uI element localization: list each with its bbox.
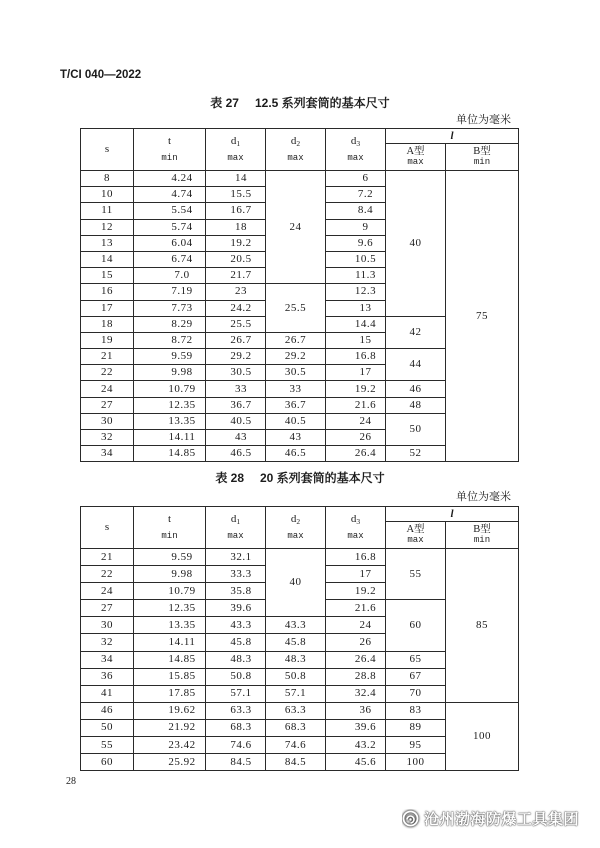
- cell-a: 55: [386, 549, 446, 600]
- header-subscript: 2: [296, 516, 301, 526]
- cell-d3: 45.6: [326, 754, 386, 771]
- cell-t: 23.42: [134, 737, 206, 754]
- header-symbol: d: [290, 134, 297, 147]
- table-header: [81, 129, 519, 171]
- cell-a: 46: [386, 381, 446, 397]
- cell-d2: 43: [266, 430, 326, 446]
- cell-d2: 24: [266, 171, 326, 284]
- cell-d3: 17: [326, 365, 386, 381]
- header-subscript: 3: [356, 516, 361, 526]
- header-t: [134, 507, 206, 549]
- cell-t: 14.11: [134, 634, 206, 651]
- cell-d3: 8.4: [326, 203, 386, 219]
- cell-t: 14.85: [134, 651, 206, 668]
- cell-t: 10.79: [134, 381, 206, 397]
- header-qualifier: max: [347, 530, 364, 541]
- cell-t: 12.35: [134, 600, 206, 617]
- cell-d1: 39.6: [206, 600, 266, 617]
- cell-t: 6.04: [134, 235, 206, 251]
- cell-d1: 20.5: [206, 251, 266, 267]
- cell-a: 70: [386, 685, 446, 702]
- cell-s: 13: [81, 235, 134, 251]
- cell-s: 41: [81, 685, 134, 702]
- cell-d1: 36.7: [206, 397, 266, 413]
- header-qualifier: max: [227, 152, 244, 163]
- cell-s: 32: [81, 430, 134, 446]
- cell-d1: 43.3: [206, 617, 266, 634]
- cell-s: 30: [81, 413, 134, 429]
- cell-d3: 32.4: [326, 685, 386, 702]
- header-a: [386, 522, 446, 549]
- cell-d1: 32.1: [206, 549, 266, 566]
- cell-d3: 9: [326, 219, 386, 235]
- cell-d3: 24: [326, 413, 386, 429]
- cell-s: 22: [81, 365, 134, 381]
- cell-s: 18: [81, 316, 134, 332]
- header-type-label: B型: [473, 145, 491, 157]
- cell-d3: 26: [326, 430, 386, 446]
- cell-t: 12.35: [134, 397, 206, 413]
- cell-d2: 48.3: [266, 651, 326, 668]
- cell-d1: 45.8: [206, 634, 266, 651]
- cell-d2: 40.5: [266, 413, 326, 429]
- cell-d1: 21.7: [206, 268, 266, 284]
- cell-s: 27: [81, 397, 134, 413]
- header-subscript: 1: [236, 516, 241, 526]
- standard-code: T/CI 040—2022: [60, 69, 142, 81]
- wechat-official-account-icon: [402, 810, 419, 827]
- header-t: [134, 129, 206, 171]
- cell-s: 11: [81, 203, 134, 219]
- header-d2: [266, 507, 326, 549]
- cell-d1: 19.2: [206, 235, 266, 251]
- cell-t: 13.35: [134, 617, 206, 634]
- header-symbol: d: [350, 134, 357, 147]
- page-number: 28: [66, 776, 76, 787]
- header-s: [81, 129, 134, 171]
- header-qualifier: min: [161, 530, 178, 541]
- header-symbol: s: [104, 521, 110, 533]
- table-27-title: [0, 96, 600, 110]
- header-d2: [266, 129, 326, 171]
- cell-t: 5.74: [134, 219, 206, 235]
- header-qualifier: max: [347, 152, 364, 163]
- header-subscript: 1: [236, 138, 241, 148]
- header-qualifier: min: [473, 535, 491, 545]
- cell-d1: 68.3: [206, 719, 266, 736]
- cell-d3: 36: [326, 702, 386, 719]
- cell-d3: 16.8: [326, 549, 386, 566]
- cell-t: 14.11: [134, 430, 206, 446]
- cell-t: 17.85: [134, 685, 206, 702]
- table-body: [81, 549, 519, 771]
- cell-d1: 26.7: [206, 332, 266, 348]
- cell-t: 8.29: [134, 316, 206, 332]
- cell-t: 14.85: [134, 446, 206, 462]
- table-body: [81, 171, 519, 462]
- cell-d1: 18: [206, 219, 266, 235]
- cell-a: 52: [386, 446, 446, 462]
- cell-b: 85: [446, 549, 519, 703]
- cell-d1: 40.5: [206, 413, 266, 429]
- watermark: [402, 809, 594, 829]
- header-qualifier: min: [473, 157, 491, 167]
- cell-d2: 50.8: [266, 668, 326, 685]
- cell-s: 34: [81, 446, 134, 462]
- table-27: [80, 128, 519, 462]
- cell-d3: 26.4: [326, 651, 386, 668]
- cell-d3: 19.2: [326, 583, 386, 600]
- header-d1: [206, 129, 266, 171]
- cell-d2: 43.3: [266, 617, 326, 634]
- header-qualifier: max: [407, 535, 424, 545]
- cell-d1: 25.5: [206, 316, 266, 332]
- table-number: 表 28: [215, 471, 244, 485]
- cell-d1: 84.5: [206, 754, 266, 771]
- length-symbol: l: [450, 129, 454, 142]
- cell-s: 15: [81, 268, 134, 284]
- header-symbol: d: [290, 512, 297, 525]
- cell-b: 100: [446, 702, 519, 770]
- cell-t: 5.54: [134, 203, 206, 219]
- cell-a: 42: [386, 316, 446, 348]
- cell-t: 4.74: [134, 187, 206, 203]
- cell-t: 19.62: [134, 702, 206, 719]
- cell-d2: 45.8: [266, 634, 326, 651]
- cell-s: 46: [81, 702, 134, 719]
- cell-d2: 26.7: [266, 332, 326, 348]
- cell-d3: 21.6: [326, 600, 386, 617]
- header-type-label: A型: [406, 145, 425, 157]
- header-d1: [206, 507, 266, 549]
- cell-s: 27: [81, 600, 134, 617]
- header-subscript: 2: [296, 138, 301, 148]
- cell-s: 19: [81, 332, 134, 348]
- cell-d1: 74.6: [206, 737, 266, 754]
- cell-d2: 74.6: [266, 737, 326, 754]
- cell-d1: 30.5: [206, 365, 266, 381]
- header-length-group: [386, 129, 519, 144]
- cell-d2: 30.5: [266, 365, 326, 381]
- cell-s: 16: [81, 284, 134, 300]
- cell-d3: 15: [326, 332, 386, 348]
- cell-d1: 33: [206, 381, 266, 397]
- cell-d1: 50.8: [206, 668, 266, 685]
- cell-t: 9.59: [134, 349, 206, 365]
- cell-t: 6.74: [134, 251, 206, 267]
- cell-s: 30: [81, 617, 134, 634]
- cell-d3: 16.8: [326, 349, 386, 365]
- cell-d3: 39.6: [326, 719, 386, 736]
- cell-a: 44: [386, 349, 446, 381]
- table-caption: 12.5 系列套筒的基本尺寸: [254, 96, 390, 110]
- cell-d2: 29.2: [266, 349, 326, 365]
- cell-d3: 6: [326, 171, 386, 187]
- cell-d3: 19.2: [326, 381, 386, 397]
- cell-d3: 26.4: [326, 446, 386, 462]
- cell-s: 14: [81, 251, 134, 267]
- cell-d2: 63.3: [266, 702, 326, 719]
- cell-a: 60: [386, 600, 446, 651]
- cell-d3: 17: [326, 566, 386, 583]
- cell-a: 50: [386, 413, 446, 445]
- cell-s: 17: [81, 300, 134, 316]
- header-symbol: d: [230, 512, 237, 525]
- header-symbol: d: [230, 134, 237, 147]
- header-a: [386, 144, 446, 171]
- cell-d3: 11.3: [326, 268, 386, 284]
- header-qualifier: min: [161, 152, 178, 163]
- cell-s: 55: [81, 737, 134, 754]
- header-type-label: B型: [473, 523, 491, 535]
- cell-d2: 68.3: [266, 719, 326, 736]
- header-symbol: s: [104, 143, 110, 155]
- cell-a: 40: [386, 171, 446, 317]
- cell-b: 75: [446, 171, 519, 462]
- cell-t: 25.92: [134, 754, 206, 771]
- cell-s: 50: [81, 719, 134, 736]
- header-qualifier: max: [407, 157, 424, 167]
- cell-s: 22: [81, 566, 134, 583]
- cell-d1: 46.5: [206, 446, 266, 462]
- cell-a: 65: [386, 651, 446, 668]
- cell-t: 9.98: [134, 365, 206, 381]
- cell-d3: 26: [326, 634, 386, 651]
- cell-t: 10.79: [134, 583, 206, 600]
- table-number: 表 27: [210, 96, 239, 110]
- table-row: [81, 702, 519, 719]
- cell-d3: 14.4: [326, 316, 386, 332]
- cell-s: 12: [81, 219, 134, 235]
- cell-d2: 84.5: [266, 754, 326, 771]
- cell-d1: 33.3: [206, 566, 266, 583]
- cell-t: 4.24: [134, 171, 206, 187]
- header-d3: [326, 129, 386, 171]
- cell-t: 7.19: [134, 284, 206, 300]
- header-s: [81, 507, 134, 549]
- cell-t: 13.35: [134, 413, 206, 429]
- cell-s: 36: [81, 668, 134, 685]
- header-length-group: [386, 507, 519, 522]
- table-row: [81, 171, 519, 187]
- cell-s: 24: [81, 583, 134, 600]
- cell-t: 9.98: [134, 566, 206, 583]
- cell-d1: 24.2: [206, 300, 266, 316]
- cell-a: 83: [386, 702, 446, 719]
- cell-t: 7.73: [134, 300, 206, 316]
- header-d3: [326, 507, 386, 549]
- header-row: [81, 129, 519, 144]
- table-27-unit-note: 单位为毫米: [456, 114, 511, 126]
- cell-d1: 48.3: [206, 651, 266, 668]
- cell-d1: 23: [206, 284, 266, 300]
- cell-a: 100: [386, 754, 446, 771]
- cell-d2: 36.7: [266, 397, 326, 413]
- cell-d1: 14: [206, 171, 266, 187]
- table-caption: 20 系列套筒的基本尺寸: [260, 471, 385, 485]
- cell-d2: 46.5: [266, 446, 326, 462]
- cell-d3: 7.2: [326, 187, 386, 203]
- header-qualifier: max: [227, 530, 244, 541]
- cell-d1: 35.8: [206, 583, 266, 600]
- cell-a: 95: [386, 737, 446, 754]
- cell-d2: 40: [266, 549, 326, 617]
- cell-d3: 12.3: [326, 284, 386, 300]
- table-row: [81, 549, 519, 566]
- cell-s: 32: [81, 634, 134, 651]
- header-symbol: t: [167, 134, 172, 147]
- cell-a: 48: [386, 397, 446, 413]
- cell-t: 7.0: [134, 268, 206, 284]
- length-symbol: l: [450, 507, 454, 520]
- cell-d3: 9.6: [326, 235, 386, 251]
- cell-d3: 24: [326, 617, 386, 634]
- header-qualifier: max: [287, 530, 304, 541]
- cell-d3: 28.8: [326, 668, 386, 685]
- cell-d1: 57.1: [206, 685, 266, 702]
- cell-d1: 29.2: [206, 349, 266, 365]
- icon-dot: [409, 818, 411, 820]
- cell-s: 24: [81, 381, 134, 397]
- cell-d3: 10.5: [326, 251, 386, 267]
- cell-d3: 13: [326, 300, 386, 316]
- cell-d3: 43.2: [326, 737, 386, 754]
- cell-t: 9.59: [134, 549, 206, 566]
- header-qualifier: max: [287, 152, 304, 163]
- table-header: [81, 507, 519, 549]
- cell-s: 60: [81, 754, 134, 771]
- table-28: [80, 506, 519, 771]
- cell-d1: 43: [206, 430, 266, 446]
- cell-a: 67: [386, 668, 446, 685]
- cell-d2: 33: [266, 381, 326, 397]
- cell-d2: 25.5: [266, 284, 326, 333]
- cell-s: 21: [81, 349, 134, 365]
- header-type-label: A型: [406, 523, 425, 535]
- cell-t: 15.85: [134, 668, 206, 685]
- cell-d1: 63.3: [206, 702, 266, 719]
- table-28-unit-note: 单位为毫米: [456, 491, 511, 503]
- header-symbol: t: [167, 512, 172, 525]
- cell-d3: 21.6: [326, 397, 386, 413]
- cell-t: 21.92: [134, 719, 206, 736]
- cell-d1: 15.5: [206, 187, 266, 203]
- cell-a: 89: [386, 719, 446, 736]
- header-row: [81, 507, 519, 522]
- header-b: [446, 144, 519, 171]
- cell-t: 8.72: [134, 332, 206, 348]
- table-28-title: [0, 471, 600, 485]
- cell-s: 10: [81, 187, 134, 203]
- cell-s: 21: [81, 549, 134, 566]
- header-b: [446, 522, 519, 549]
- cell-s: 34: [81, 651, 134, 668]
- watermark-text: 沧州渤海防爆工具集团: [424, 810, 580, 828]
- cell-d2: 57.1: [266, 685, 326, 702]
- cell-s: 8: [81, 171, 134, 187]
- header-subscript: 3: [356, 138, 361, 148]
- header-symbol: d: [350, 512, 357, 525]
- cell-d1: 16.7: [206, 203, 266, 219]
